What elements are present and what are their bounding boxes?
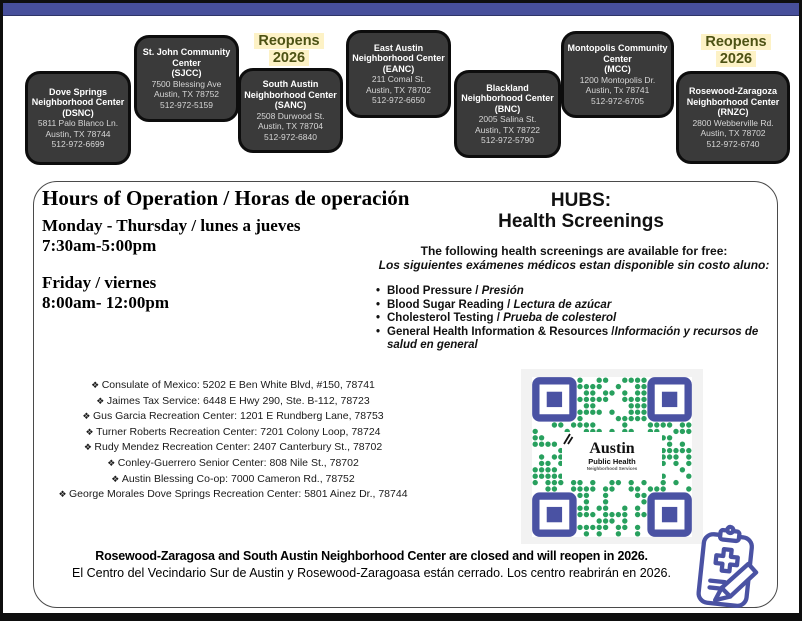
center-address: 211 Comal St.: [371, 74, 426, 84]
center-card-sjcc: [134, 35, 239, 122]
center-city: Austin, TX 78704: [257, 121, 324, 131]
screening-en: Blood Sugar Reading /: [387, 298, 514, 311]
center-city: Austin, TX 78744: [45, 128, 111, 139]
screening-item: [374, 312, 786, 326]
center-city: Austin, Tx 78741: [585, 85, 650, 95]
center-abbr: (RNZC): [717, 107, 749, 117]
hours-days-2: Friday / viernes: [42, 273, 157, 292]
location-item: ❖ Jaimes Tax Service: 6448 E Hwy 290, Ste. B-112, 78723: [39, 394, 427, 410]
center-name: Montopolis Community Center: [567, 43, 668, 64]
center-phone: 512-972-5790: [481, 135, 534, 145]
center-name: Blackland Neighborhood Center: [461, 82, 554, 103]
austin-logo-mark-icon: [562, 432, 575, 446]
center-abbr: (SJCC): [171, 68, 202, 78]
center-abbr: (EANC): [382, 63, 415, 74]
center-card-rnzc: [676, 71, 790, 164]
center-address: 2800 Webberville Rd.: [692, 117, 774, 128]
hours-days-1: Monday - Thursday / lunes a jueves: [42, 216, 301, 235]
reopens-badge-rnzc: [690, 34, 782, 68]
hours-title: Hours of Operation / Horas de operación: [42, 186, 410, 210]
center-name: Rosewood-Zaragoza Neighborhood Center: [686, 86, 780, 107]
screenings-intro-es: Los siguientes exámenes médicos estan disponible sin costo aluno:: [378, 258, 770, 272]
closure-notice-en: Rosewood-Zaragosa and South Austin Neighborhood Center are closed and will reopen in 2026.: [95, 549, 648, 563]
hours-time-2: 8:00am- 12:00pm: [42, 293, 170, 312]
center-phone: 512-972-6705: [591, 95, 644, 106]
reopens-line1: Reopens: [254, 33, 323, 49]
center-name: St. John Community Center: [142, 47, 231, 68]
closure-notice: [39, 549, 704, 581]
screening-en: Blood Pressure /: [387, 285, 482, 297]
screening-item: [374, 285, 786, 299]
main-content-box: [33, 181, 778, 608]
logo-public-health-text: Public Health: [588, 456, 636, 466]
qr-panel: [521, 369, 703, 544]
center-phone: 512-972-6740: [706, 138, 760, 149]
screening-es: Información y recursos de salud en general: [387, 325, 759, 351]
center-name: South Austin Neighborhood Center: [244, 79, 337, 100]
clipboard-pencil-icon: [682, 518, 777, 616]
center-phone: 512-972-5159: [160, 99, 213, 110]
closure-notice-es: El Centro del Vecindario Sur de Austin y Rosewood-Zaragoasa están cerrado. Los centro reabrirán en 2026.: [72, 566, 671, 580]
reopens-line1: Reopens: [701, 34, 770, 50]
logo-neighborhood-services-text: Neighborhood Services: [586, 465, 638, 471]
center-name: East Austin Neighborhood Center: [352, 42, 445, 63]
center-abbr: (BNC): [494, 103, 521, 114]
screening-es: Prueba de colesterol: [503, 312, 617, 324]
location-item: ❖ George Morales Dove Springs Recreation Center: 5801 Ainez Dr., 78744: [39, 487, 427, 503]
center-name: Dove Springs Neighborhood Center: [31, 86, 125, 107]
center-card-mcc: [561, 31, 674, 118]
location-item: ❖ Consulate of Mexico: 5202 E Ben White Blvd, #150, 78741: [39, 378, 427, 394]
qr-code: [532, 377, 692, 537]
locations-list: [39, 378, 427, 503]
hubs-title-line1: HUBS:: [550, 190, 612, 211]
screening-es: Lectura de azúcar: [513, 298, 612, 311]
center-address: 2005 Salina St.: [478, 114, 537, 124]
center-card-dsnc: [25, 71, 131, 165]
reopens-line2: 2026: [716, 51, 756, 67]
center-abbr: (DSNC): [62, 107, 94, 118]
center-card-eanc: [346, 30, 451, 118]
center-address: 1200 Montopolis Dr.: [579, 74, 656, 85]
center-city: Austin, TX 78722: [474, 124, 541, 135]
location-item: ❖ Austin Blessing Co-op: 7000 Cameron Rd., 78752: [39, 472, 427, 488]
screening-en: Cholesterol Testing /: [387, 312, 504, 324]
center-city: Austin, TX 78702: [700, 128, 766, 138]
logo-austin-text: Austin: [589, 439, 635, 457]
austin-public-health-logo: [562, 432, 662, 480]
screening-es: Presión: [481, 285, 524, 297]
center-city: Austin, TX 78702: [365, 84, 432, 95]
hubs-title-line2: Health Screenings: [498, 211, 664, 232]
center-card-sanc: [238, 68, 343, 153]
center-phone: 512-972-6650: [372, 95, 425, 105]
center-card-bnc: [454, 70, 561, 158]
screenings-intro-en: The following health screenings are available for free:: [420, 244, 728, 258]
center-address: 7500 Blessing Ave: [151, 78, 222, 89]
hours-time-1: 7:30am-5:00pm: [42, 236, 157, 255]
screening-en: General Health Information & Resources /: [387, 325, 615, 338]
center-abbr: (MCC): [604, 64, 631, 74]
screenings-list: [374, 285, 786, 353]
center-address: 2508 Durwood St.: [256, 110, 325, 121]
center-phone: 512-972-6699: [51, 139, 105, 149]
center-abbr: (SANC): [274, 100, 307, 110]
reopens-line2: 2026: [269, 50, 309, 66]
center-phone: 512-972-6840: [264, 131, 317, 142]
location-item: ❖ Rudy Mendez Recreation Center: 2407 Canterbury St., 78702: [39, 440, 427, 456]
location-item: ❖ Gus Garcia Recreation Center: 1201 E Rundberg Lane, 78753: [39, 409, 427, 425]
location-item: ❖ Turner Roberts Recreation Center: 7201 Colony Loop, 78724: [39, 425, 427, 441]
top-accent-bar: [3, 3, 799, 16]
screening-item: [374, 326, 786, 353]
center-address: 5811 Palo Blanco Ln.: [37, 118, 119, 128]
center-city: Austin, TX 78752: [153, 89, 220, 99]
reopens-badge-sanc: [243, 33, 335, 67]
location-item: ❖ Conley-Guerrero Senior Center: 808 Nile St., 78702: [39, 456, 427, 472]
screenings-intro: [369, 244, 779, 272]
screening-item: [374, 299, 786, 313]
hubs-title: [416, 190, 746, 232]
